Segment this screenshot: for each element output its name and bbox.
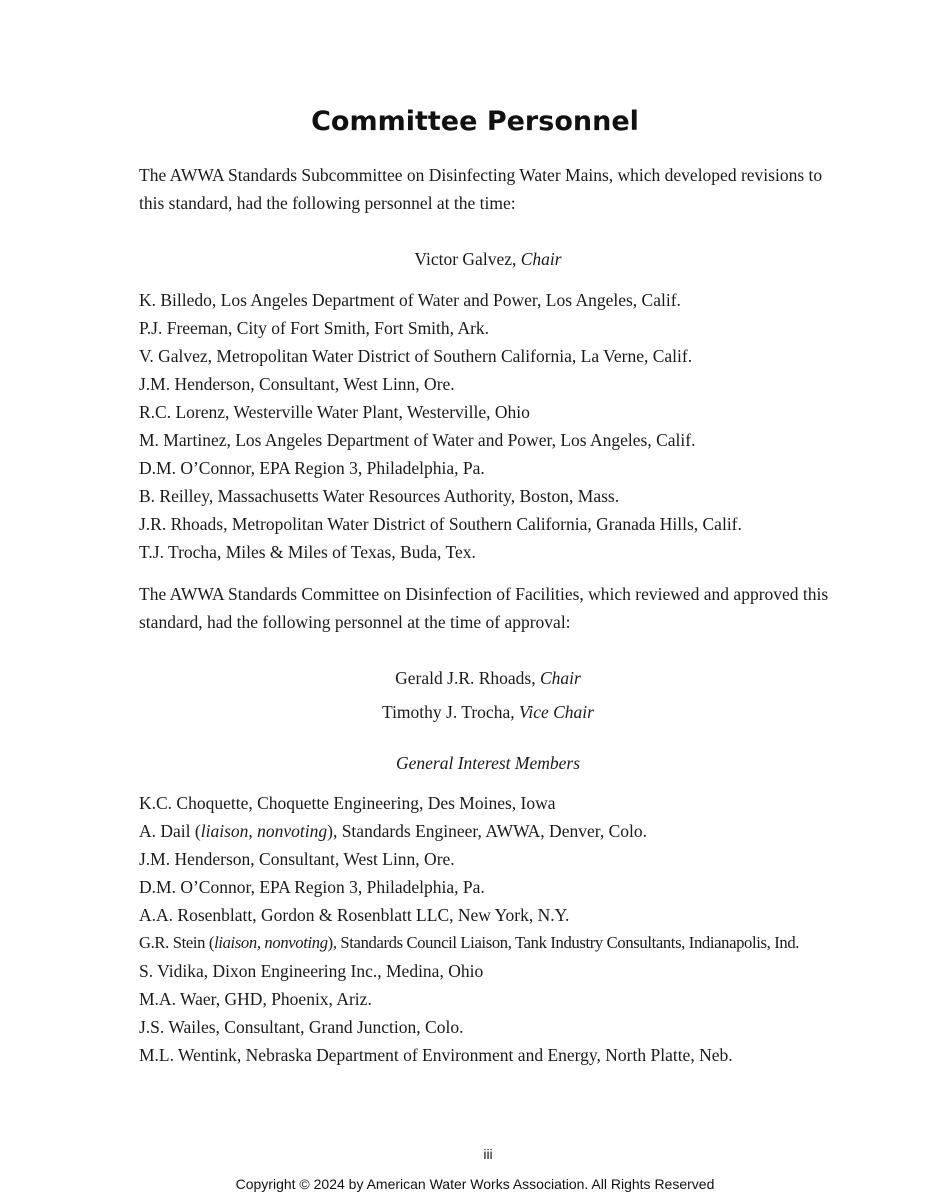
liaison-name: A. Dail ( [139, 821, 201, 841]
subcommittee-member-list [139, 286, 859, 566]
committee-vice-chair-name: Timothy J. Trocha, [382, 702, 515, 722]
list-item: S. Vidika, Dixon Engineering Inc., Medina, Ohio [139, 961, 484, 981]
list-item: A.A. Rosenblatt, Gordon & Rosenblatt LLC, New York, N.Y. [139, 905, 570, 925]
subcommittee-chair-name: Victor Galvez, [414, 249, 517, 269]
list-item: K. Billedo, Los Angeles Department of Water and Power, Los Angeles, Calif. [139, 290, 681, 310]
subcommittee-intro: The AWWA Standards Subcommittee on Disinfecting Water Mains, which developed revisions to this standard, had the following personnel at the time: [139, 165, 823, 213]
liaison-rest: ), Standards Engineer, AWWA, Denver, Colo. [327, 821, 648, 841]
liaison-note: liaison, nonvoting [200, 821, 328, 841]
list-item: M.A. Waer, GHD, Phoenix, Ariz. [139, 989, 372, 1009]
list-item-liaison [139, 817, 859, 845]
group-heading [0, 749, 950, 777]
liaison-rest: ), Standards Council Liaison, Tank Industry Consultants, Indianapolis, Ind. [327, 933, 800, 952]
committee-chair-name: Gerald J.R. Rhoads, [395, 668, 536, 688]
list-item: M. Martinez, Los Angeles Department of Water and Power, Los Angeles, Calif. [139, 430, 696, 450]
list-item: M.L. Wentink, Nebraska Department of Environment and Energy, North Platte, Neb. [139, 1045, 733, 1065]
list-item: D.M. O’Connor, EPA Region 3, Philadelphia, Pa. [139, 877, 485, 897]
liaison-note: liaison, nonvoting [214, 933, 328, 952]
group-heading-text: General Interest Members [395, 753, 581, 773]
list-item: P.J. Freeman, City of Fort Smith, Fort Smith, Ark. [139, 318, 490, 338]
subcommittee-chair [0, 245, 950, 273]
list-item: V. Galvez, Metropolitan Water District of Southern California, La Verne, Calif. [139, 346, 693, 366]
committee-chair-role: Chair [540, 668, 581, 688]
list-item: J.R. Rhoads, Metropolitan Water District of Southern California, Granada Hills, Calif. [139, 514, 742, 534]
list-item: J.M. Henderson, Consultant, West Linn, Ore. [139, 374, 455, 394]
page-title: Committee Personnel [311, 106, 639, 137]
copyright-notice: Copyright © 2024 by American Water Works Association. All Rights Reserved [235, 1176, 715, 1192]
committee-member-list [139, 789, 859, 1069]
list-item: T.J. Trocha, Miles & Miles of Texas, Buda, Tex. [139, 542, 476, 562]
committee-vice-chair-role: Vice Chair [518, 702, 594, 722]
list-item: B. Reilley, Massachusetts Water Resources Authority, Boston, Mass. [139, 486, 620, 506]
list-item-liaison [139, 929, 859, 957]
liaison-name: G.R. Stein ( [139, 933, 215, 952]
list-item: J.M. Henderson, Consultant, West Linn, Ore. [139, 849, 455, 869]
subcommittee-chair-role: Chair [520, 249, 562, 269]
list-item: R.C. Lorenz, Westerville Water Plant, Westerville, Ohio [139, 402, 530, 422]
list-item: J.S. Wailes, Consultant, Grand Junction, Colo. [139, 1017, 464, 1037]
committee-intro: The AWWA Standards Committee on Disinfection of Facilities, which reviewed and approved this standard, had the following personnel at the time of approval: [139, 584, 829, 632]
committee-chair [0, 664, 950, 692]
committee-vice-chair [0, 698, 950, 726]
page-number: iii [483, 1146, 493, 1162]
list-item: D.M. O’Connor, EPA Region 3, Philadelphia, Pa. [139, 458, 485, 478]
list-item: K.C. Choquette, Choquette Engineering, Des Moines, Iowa [139, 793, 556, 813]
